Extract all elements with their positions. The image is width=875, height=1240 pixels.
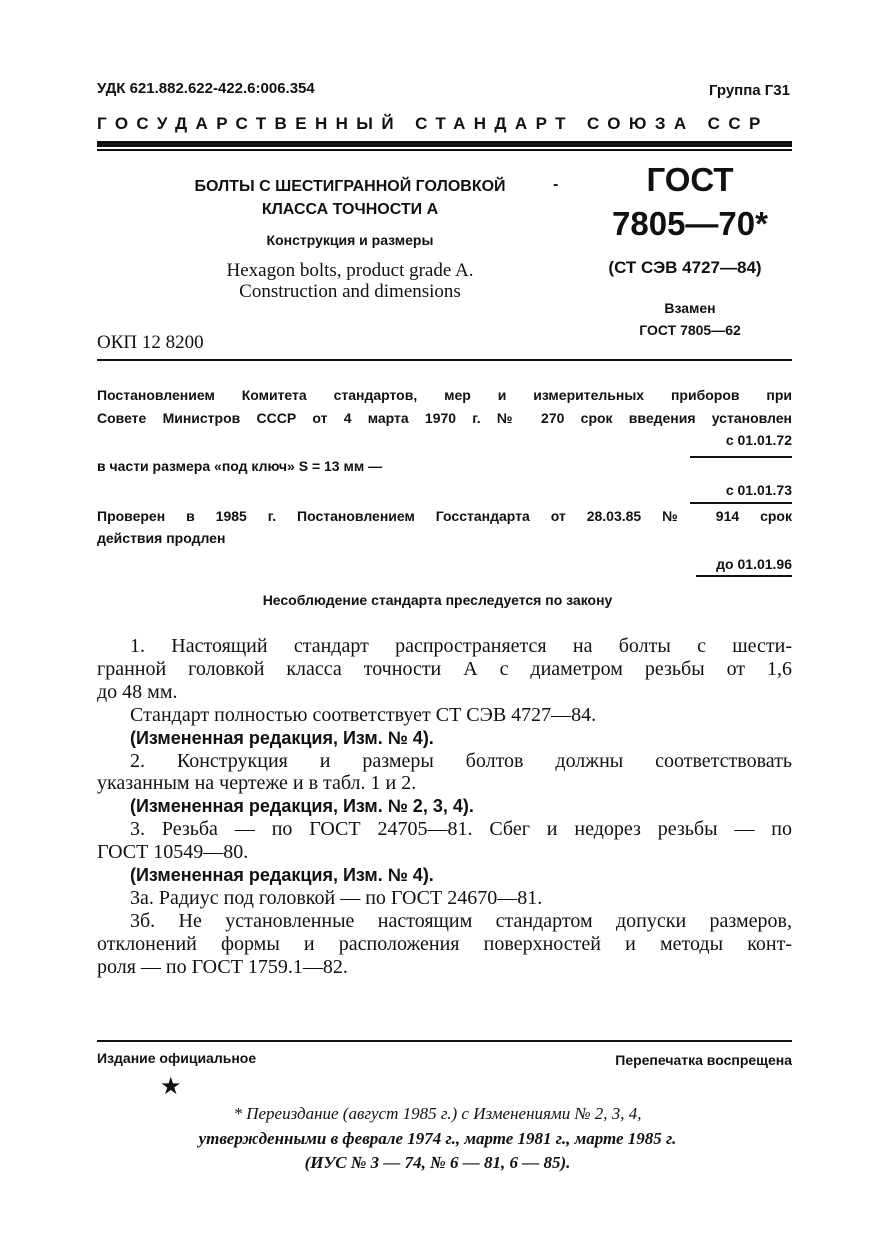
gost-number: 7805—70*: [612, 205, 768, 242]
header-rule-thick: [97, 141, 792, 147]
legal-notice: Несоблюдение стандарта преследуется по закону: [262, 592, 613, 608]
decree-line5: действия продлен: [97, 530, 226, 546]
st-sev-reference: (СТ СЭВ 4727—84): [608, 258, 762, 277]
replaces-value: ГОСТ 7805—62: [639, 322, 741, 338]
udk-code: УДК 621.882.622-422.6:006.354: [97, 80, 315, 97]
body-line: ГОСТ 10549—80.: [97, 841, 249, 864]
state-standard-heading: ГОСУДАРСТВЕННЫЙ СТАНДАРТ СОЮЗА ССР: [97, 114, 769, 133]
body-line: 2. Конструкция и размеры болтов должны соответствовать: [130, 749, 792, 772]
footnote-line1: * Переиздание (август 1985 г.) с Изменениями № 2, 3, 4,: [233, 1104, 642, 1123]
body-line: (Измененная редакция, Изм. № 4).: [130, 727, 434, 748]
group-code: Группа Г31: [708, 82, 790, 99]
footnote-line2: утвержденными в феврале 1974 г., марте 1981 г., марте 1985 г.: [198, 1129, 677, 1148]
replaces-block: [600, 297, 780, 341]
decree-line4: Проверен в 1985 г. Постановлением Госстандарта от 28.03.85 № 914 срок: [97, 508, 792, 524]
body-line: 3б. Не установленные настоящим стандартом допуски размеров,: [130, 909, 792, 932]
gost-designation: [590, 158, 790, 246]
replaces-label: Взамен: [664, 300, 716, 316]
body-line: 3. Резьба — по ГОСТ 24705—81. Сбег и недорез резьбы — по: [130, 818, 792, 841]
reprint-notice: Перепечатка воспрещена: [615, 1052, 792, 1068]
okp-code: ОКП 12 8200: [97, 332, 204, 353]
date3-underline: [696, 575, 792, 577]
header-rule-thin: [97, 149, 792, 151]
decree-date1: с 01.01.72: [725, 432, 792, 448]
title-en-line1: Hexagon bolts, product grade A.: [226, 260, 474, 281]
body-line: роля — по ГОСТ 1759.1—82.: [97, 955, 348, 978]
title-dash: -: [553, 176, 559, 193]
decree-date3: до 01.01.96: [716, 556, 792, 572]
date2-underline: [690, 502, 792, 504]
decree-line2: Совете Министров СССР от 4 марта 1970 г. № 270 срок введения установлен: [97, 410, 792, 426]
body-line: до 48 мм.: [97, 680, 178, 703]
body-line: (Измененная редакция, Изм. № 2, 3, 4).: [130, 796, 474, 817]
body-line: отклонений формы и расположения поверхностей и методы конт-: [97, 932, 792, 955]
title-ru-line1: БОЛТЫ С ШЕСТИГРАННОЙ ГОЛОВКОЙ: [194, 178, 506, 195]
footnote-line3: (ИУС № 3 — 74, № 6 — 81, 6 — 85).: [304, 1153, 571, 1172]
body-line: гранной головкой класса точности А с диаметром резьбы от 1,6: [97, 657, 792, 680]
body-line: указанным на чертеже и в табл. 1 и 2.: [97, 772, 417, 795]
body-line: (Измененная редакция, Изм. № 4).: [130, 865, 434, 885]
decree-line1: Постановлением Комитета стандартов, мер и измерительных приборов при: [97, 387, 792, 403]
title-block: [160, 175, 540, 302]
decree-date2: с 01.01.73: [725, 482, 792, 498]
body-line: Стандарт полностью соответствует СТ СЭВ 4727—84.: [130, 703, 597, 726]
title-subtitle: Конструкция и размеры: [266, 232, 434, 248]
title-en-line2: Construction and dimensions: [239, 281, 461, 302]
star-icon: ★: [160, 1074, 182, 1100]
okp-rule: [97, 359, 792, 361]
body-line: 1. Настоящий стандарт распространяется на болты с шести-: [130, 635, 792, 657]
decree-line3: в части размера «под ключ» S = 13 мм —: [97, 458, 383, 474]
body-line: 3а. Радиус под головкой — по ГОСТ 24670—81.: [130, 886, 543, 909]
footer-rule: [97, 1040, 792, 1042]
edition-label: Издание официальное: [97, 1050, 257, 1066]
gost-label: ГОСТ: [646, 161, 734, 198]
date1-underline: [690, 456, 792, 458]
title-ru-line2: КЛАССА ТОЧНОСТИ А: [261, 201, 439, 218]
